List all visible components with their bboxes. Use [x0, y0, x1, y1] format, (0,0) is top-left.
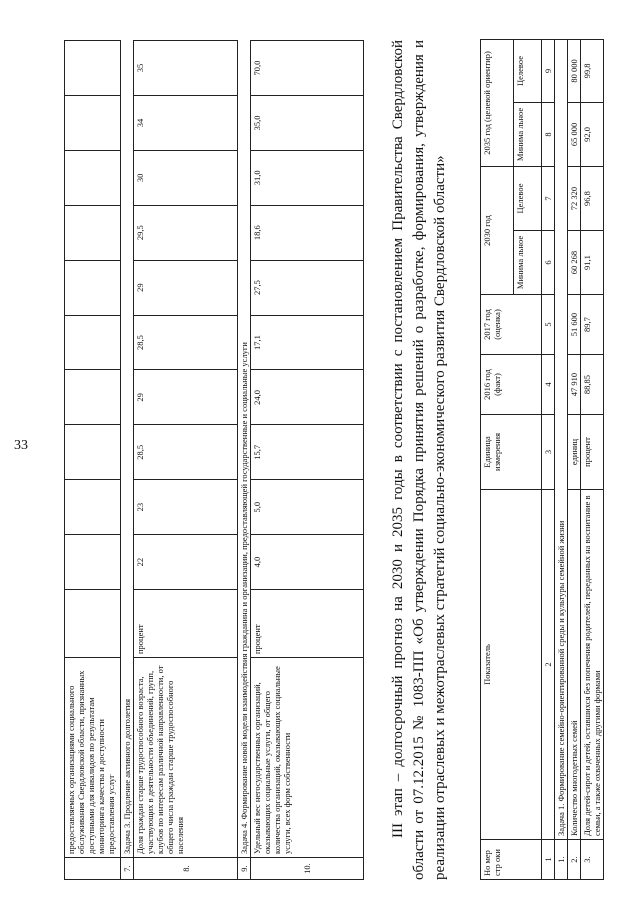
- value-cell: 99,8: [581, 39, 604, 102]
- task-row: [555, 39, 568, 879]
- col-number: 3: [542, 415, 555, 490]
- col-number: 2: [542, 490, 555, 840]
- task-row: [121, 41, 134, 880]
- header-number: Но мер стр оки: [481, 840, 542, 880]
- value-cell: 24,0: [251, 370, 364, 425]
- indicators-table-upper: [64, 40, 364, 880]
- value-cell: 27,5: [251, 260, 364, 315]
- indicator-name: Доля детей-сирот и детей, оставшихся без попечения родителей, переданных на воспитание в семьи, а также охваченных другими формами: [581, 490, 604, 840]
- value-cell: 31,0: [251, 150, 364, 205]
- indicator-name: Доля граждан старше трудоспособного возраста, участвующих в деятельности объединений, групп, клубов по интересам различной направленности, от общего числа граждан старше трудоспособного населения: [134, 658, 238, 858]
- value-cell: 35: [134, 41, 238, 96]
- header-2035: 2035 год (целевой ориентир): [481, 39, 514, 166]
- header-2016: 2016 год (факт): [481, 355, 542, 415]
- value-cell: 30: [134, 150, 238, 205]
- table-row: [581, 39, 604, 879]
- header-min: Минима льное: [514, 102, 542, 166]
- value-cell: 17,1: [251, 315, 364, 370]
- value-cell: 65 000: [568, 102, 581, 166]
- header-unit: Единица измерения: [481, 415, 542, 490]
- header-2017: 2017 год (оценка): [481, 295, 542, 355]
- row-number: 9.: [238, 858, 251, 880]
- page-number: 33: [14, 438, 28, 453]
- col-number: 1: [542, 840, 555, 880]
- value-cell: 29,5: [134, 205, 238, 260]
- unit: процент: [251, 590, 364, 658]
- table-row: [251, 41, 364, 880]
- row-number: 7.: [121, 858, 134, 880]
- value-cell: 92,0: [581, 102, 604, 166]
- row-number: 8.: [134, 858, 238, 880]
- column-number-row: [542, 39, 555, 879]
- col-number: 6: [542, 231, 555, 295]
- table-row: [568, 39, 581, 879]
- paragraph-text: III этап – долгосрочный прогноз на 2030 и 2035 годы в соответствии с постановлением Правительства Свердловской области от 07.12.2015 № 1083-ПП «Об утверждении Порядка принятия решений о разработке, формирования, утверждения и реализации отраслевых и межотраслевых стратегий социально-экономического развития Свердловской области»: [390, 40, 448, 880]
- unit: процент: [581, 415, 604, 490]
- value-cell: 89,7: [581, 295, 604, 355]
- header-target: Целевое: [514, 166, 542, 230]
- value-cell: 80 000: [568, 39, 581, 102]
- col-number: 7: [542, 166, 555, 230]
- value-cell: 70,0: [251, 41, 364, 96]
- unit: единиц: [568, 415, 581, 490]
- indicator-continuation: предоставляемых организациями социального обслуживания Свердловской области, признанных доступными для инвалидов по результатам мониторинга качества и доступности предоставления услуг: [65, 658, 121, 858]
- value-cell: 4,0: [251, 535, 364, 590]
- row-number: 1.: [555, 840, 568, 880]
- value-cell: 91,1: [581, 231, 604, 295]
- row-number: 3.: [581, 840, 604, 880]
- value-cell: 15,7: [251, 425, 364, 480]
- value-cell: 60 268: [568, 231, 581, 295]
- value-cell: 28,5: [134, 315, 238, 370]
- unit: процент: [134, 590, 238, 658]
- header-2030: 2030 год: [481, 166, 514, 294]
- value-cell: 29: [134, 370, 238, 425]
- row-number: 2.: [568, 840, 581, 880]
- stage-paragraph: [388, 40, 478, 880]
- value-cell: 96,8: [581, 166, 604, 230]
- value-cell: 22: [134, 535, 238, 590]
- header-min: Минима льное: [514, 231, 542, 295]
- value-cell: 35,0: [251, 95, 364, 150]
- value-cell: 47 910: [568, 355, 581, 415]
- col-number: 8: [542, 102, 555, 166]
- value-cell: 34: [134, 95, 238, 150]
- table-row: [65, 41, 121, 880]
- task-row: [238, 41, 251, 880]
- indicator-name: Количество многодетных семей: [568, 490, 581, 840]
- header-row: [481, 39, 514, 879]
- value-cell: 88,85: [581, 355, 604, 415]
- value-cell: 5,0: [251, 480, 364, 535]
- value-cell: 51 600: [568, 295, 581, 355]
- value-cell: 23: [134, 480, 238, 535]
- header-target: Целевое: [514, 39, 542, 102]
- table-row: [134, 41, 238, 880]
- value-cell: 72 320: [568, 166, 581, 230]
- task-label: Задача 4. Формирование новой модели взаимодействия гражданина и организации, предоставляющей государственные и социальные услуги: [238, 41, 251, 858]
- col-number: 5: [542, 295, 555, 355]
- indicator-name: Удельный вес негосударственных организаций, оказывающих социальные услуги, от общего количества организаций, оказывающих социальные услуги, всех форм собственности: [251, 658, 364, 858]
- task-label: Задача 3. Продление активного долголетия: [121, 41, 134, 858]
- col-number: 9: [542, 39, 555, 102]
- value-cell: 29: [134, 260, 238, 315]
- header-indicator: Показатель: [481, 490, 542, 840]
- row-number: 10.: [251, 858, 364, 880]
- indicators-table-lower: [480, 40, 630, 880]
- value-cell: 28,5: [134, 425, 238, 480]
- col-number: 4: [542, 355, 555, 415]
- value-cell: 18,6: [251, 205, 364, 260]
- task-label: Задача 1. Формирование семейно-ориентированной среды и культуры семейной жизни: [555, 39, 568, 839]
